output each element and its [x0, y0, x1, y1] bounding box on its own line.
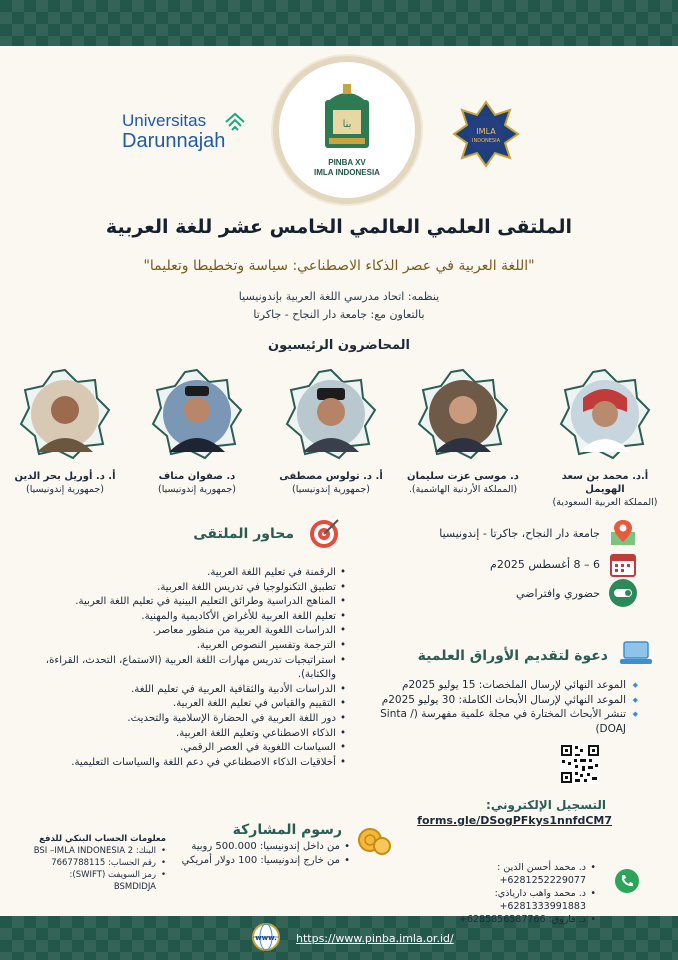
list-item: ◆ الموعد النهائي لإرسال الأبحاث الكاملة: 30 يوليو 2025م: [378, 693, 638, 708]
list-item: ◆ تنشر الأبحاث المختارة في مجلة علمية مفهرسة (Sinta / DOAJ): [378, 707, 638, 736]
keynote-speakers-title: المحاضرون الرئيسيون: [267, 338, 411, 353]
university-emblem-icon: [224, 112, 246, 134]
toggle-icon: [608, 578, 638, 608]
location-text: جامعة دار النجاح، جاكرتا - إندونيسيا: [439, 526, 600, 540]
call-for-papers-list: [378, 678, 638, 736]
list-item: • أخلاقيات الذكاء الاصطناعي في دعم اللغة والسياسات التعليمية.: [20, 756, 346, 771]
speaker-card: [542, 368, 668, 509]
laptop-icon: [620, 640, 652, 668]
speaker-card: [400, 368, 526, 496]
center-logo-line1: PINBA XV: [328, 158, 366, 167]
list-item: • البنك: BSI –IMLA INDONESIA 2: [26, 845, 166, 857]
mode-row: [516, 578, 638, 608]
speaker-name: أ.د. محمد بن سعد الهويمل: [561, 471, 649, 495]
speaker-country: (جمهورية إندونيسيا): [157, 484, 236, 495]
speaker-portrait: [19, 368, 111, 460]
list-item: • التقييم والقياس في تعليم اللغة العربية.: [20, 697, 346, 712]
conference-theme: "اللغة العربية في عصر الذكاء الاصطناعي: سياسة وتخطيطا وتعليما": [143, 258, 535, 274]
website-link[interactable]: https://www.pinba.imla.or.id/: [296, 932, 454, 945]
speaker-card: [134, 368, 260, 496]
date-row: [490, 549, 638, 579]
list-item: • د. فاروق: 6285856587766+: [416, 913, 596, 926]
speaker-portrait: [285, 368, 377, 460]
speaker-country: (المملكة الأردنية الهاشمية).: [408, 484, 518, 495]
fees-title: رسوم المشاركة: [232, 822, 342, 838]
fees-list: [160, 840, 350, 868]
pinba-logo: [273, 56, 421, 204]
list-item: • الترجمة وتفسير النصوص العربية.: [20, 639, 346, 654]
list-item: • د. محمد واهب دارياذي: 6281333991883+: [416, 887, 596, 913]
speaker-country: (جمهورية إندونيسيا): [291, 484, 370, 495]
speaker-portrait: [417, 368, 509, 460]
speaker-name: أ. د. أوريل بحر الدين: [14, 471, 116, 482]
speaker-name: د. موسى عزت سليمان: [407, 471, 519, 482]
speaker-portrait: [559, 368, 651, 460]
location-pin-icon: [608, 518, 638, 548]
svg-text:بنا: بنا: [342, 119, 352, 130]
list-item: • تعليم اللغة العربية للأغراض الأكاديمية والمهنية.: [20, 610, 346, 625]
coins-icon: [356, 826, 394, 856]
list-item: • المناهج الدراسية وطرائق التعليم البينية في تعليم اللغة العربية.: [20, 595, 346, 610]
cooperation-text: بالتعاون مع: جامعة دار النجاح - جاكرتا: [253, 308, 425, 321]
bank-info-title: معلومات الحساب البنكي للدفع: [39, 834, 166, 844]
speaker-name: د. صفوان مناف: [158, 471, 236, 482]
registration-link[interactable]: forms.gle/DSogPFkys1nnfdCM7: [417, 814, 612, 827]
qr-code-icon[interactable]: [560, 744, 600, 784]
registration-label: التسجيل الإلكتروني:: [486, 798, 606, 812]
list-item: • رقم الحساب: 7667788115: [26, 857, 166, 869]
date-text: 6 – 8 أغسطس 2025م: [490, 557, 600, 571]
mosque-emblem-icon: [317, 82, 377, 150]
phone-icon: [614, 868, 640, 894]
list-item: • من داخل إندونيسيا: 500.000 روبية: [160, 840, 350, 854]
target-icon: [308, 518, 340, 550]
mode-text: حضوري وافتراضي: [515, 586, 600, 600]
top-pattern-band: [0, 0, 678, 46]
axes-list: [20, 566, 346, 770]
globe-text: www.: [255, 934, 277, 942]
list-item: • تطبيق التكنولوجيا في تدريس اللغة العربية.: [20, 581, 346, 596]
globe-icon: [248, 922, 284, 952]
university-name-line1: Universitas: [122, 111, 207, 130]
list-item: • الدراسات اللغوية العربية من منظور معاصر.: [20, 624, 346, 639]
list-item: ◆ الموعد النهائي لإرسال الملخصات: 15 يوليو 2025م: [378, 678, 638, 693]
list-item: • دور اللغة العربية في الحضارة الإسلامية والتحديث.: [20, 712, 346, 727]
list-item: • د. محمد أحسن الدين : 6281252229077+: [416, 861, 596, 887]
imla-logo-line2: INDONESIA: [472, 138, 500, 144]
list-item: • الذكاء الاصطناعي وتعليم اللغة العربية.: [20, 727, 346, 742]
list-item: • السياسات اللغوية في العصر الرقمي.: [20, 741, 346, 756]
calendar-icon: [608, 549, 638, 579]
university-name-line2: Darunnajah: [122, 130, 226, 152]
list-item: • الرقمنة في تعليم اللغة العربية.: [20, 566, 346, 581]
call-for-papers-title: دعوة لتقديم الأوراق العلمية: [417, 648, 608, 664]
speaker-country: (المملكة العربية السعودية): [552, 497, 658, 508]
center-logo-line2: IMLA INDONESIA: [314, 168, 380, 177]
imla-indonesia-logo: [452, 100, 520, 168]
conference-title: الملتقى العلمي العالمي الخامس عشر للغة العربية: [105, 216, 573, 238]
speaker-name: أ. د. تولوس مصطفى: [279, 471, 383, 482]
organizer-text: ينظمه: اتحاد مدرسي اللغة العربية بإندونيسيا: [238, 290, 440, 303]
list-item: • الدراسات الأدبية والثقافية العربية في تعليم اللغة.: [20, 683, 346, 698]
bank-info-list: [26, 845, 166, 893]
speaker-portrait: [151, 368, 243, 460]
universitas-darunnajah-logo: [122, 112, 242, 162]
list-item: • رمز السويفت (SWIFT): BSMDIDJA: [26, 869, 166, 893]
speaker-country: (جمهورية إندونيسيا): [25, 484, 104, 495]
list-item: • من خارج إندونيسيا: 100 دولار أمريكي: [160, 854, 350, 868]
axes-title: محاور الملتقى: [193, 526, 294, 542]
speaker-card: [2, 368, 128, 496]
contact-list: [416, 861, 596, 926]
imla-logo-line1: IMLA: [476, 127, 496, 136]
location-row: [439, 518, 638, 548]
speaker-card: [268, 368, 394, 496]
list-item: • استراتيجيات تدريس مهارات اللغة العربية (الاستماع، التحدث، القراءة، والكتابة).: [20, 654, 346, 683]
